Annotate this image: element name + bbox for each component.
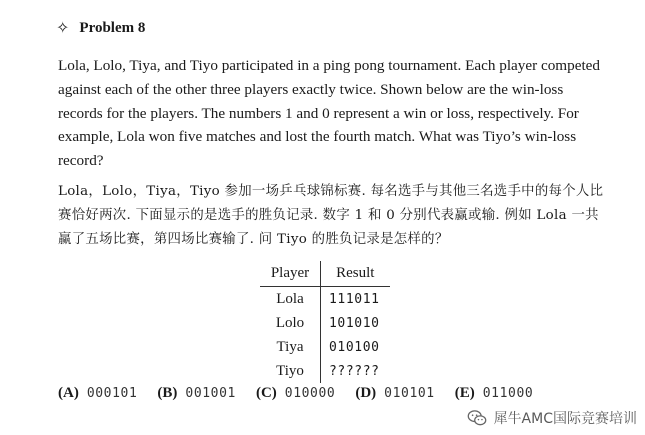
header-result: Result (321, 261, 390, 287)
table-row (260, 335, 390, 359)
watermark (466, 407, 637, 429)
header-player: Player (260, 261, 321, 287)
table-row (260, 311, 390, 335)
answer-choices (58, 385, 553, 402)
table-row (260, 359, 390, 383)
player-cell: Tiyo (260, 359, 321, 383)
win-loss-table (260, 261, 390, 383)
result-cell: 101010 (329, 315, 380, 331)
table-header-row (260, 261, 390, 287)
diamond-icon: ✧ (56, 18, 70, 37)
problem-text-chinese: Lola，Lolo，Tiya，Tiyo 参加一场乒乓球锦标赛. 每名选手与其他三名选手中的每个人比赛恰好两次. 下面显示的是选手的胜负记录. 数字 1 和 0 分别代表赢或输. 例如 Lola 一共赢了五场比赛，第四场比赛输了. 问 Tiyo 的胜负记录是怎样的？ (58, 184, 604, 247)
choice-label: (D) (355, 385, 377, 401)
problem-text-english: Lola, Lolo, Tiya, and Tiyo participated in a ping pong tournament. Each player competed against each of the other three players exactly twice. Shown below are the win-loss records for the players. The numbers 1 and 0 represent a win or loss, respectively. For example, Lola won five matches and lost the fourth match. What was Tiyo’s win-loss record? (58, 57, 601, 170)
choice-d[interactable] (355, 385, 434, 402)
problem-heading (56, 18, 145, 38)
choice-value: 001001 (185, 386, 236, 401)
watermark-text: 犀牛AMC国际竞赛培训 (493, 411, 637, 427)
choice-label: (C) (255, 385, 277, 401)
choice-label: (B) (157, 385, 178, 401)
records-table-wrapper (260, 261, 390, 383)
result-cell: ?????? (329, 363, 380, 379)
result-cell: 010100 (329, 339, 380, 355)
result-cell: 111011 (329, 291, 380, 307)
choice-value: 010000 (284, 386, 336, 401)
wechat-icon (466, 407, 488, 429)
choice-value: 000101 (86, 386, 138, 401)
choice-value: 011000 (482, 386, 534, 401)
problem-title: Problem 8 (79, 20, 146, 36)
choice-e[interactable] (455, 385, 534, 402)
choice-label: (A) (58, 385, 79, 401)
player-cell: Lolo (260, 311, 321, 335)
choice-b[interactable] (157, 385, 236, 402)
player-cell: Tiya (260, 335, 321, 359)
table-row (260, 287, 390, 312)
choice-c[interactable] (256, 385, 335, 402)
choice-a[interactable] (58, 385, 137, 402)
choice-value: 010101 (384, 386, 435, 401)
choice-label: (E) (454, 385, 475, 401)
player-cell: Lola (260, 287, 321, 312)
